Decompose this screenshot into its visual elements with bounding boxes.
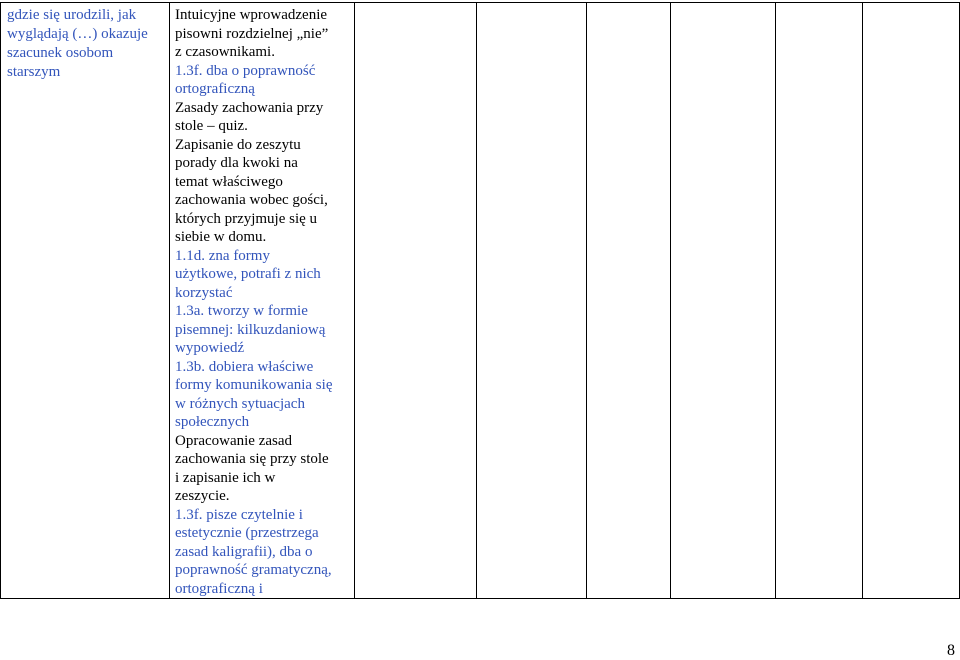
activity-line: siebie w domu. <box>175 229 267 245</box>
activity-line: zachowania wobec gości, <box>175 192 328 208</box>
requirement-line: 1.3f. pisze czytelnie i <box>175 506 303 523</box>
goal-line: gdzie się urodzili, jak <box>7 7 137 23</box>
requirement-line: w różnych sytuacjach <box>175 395 305 412</box>
requirement-line: 1.1d. zna formy <box>175 247 270 264</box>
activity-line: z czasownikami. <box>175 44 275 60</box>
requirement-line: ortograficzną i <box>175 580 263 597</box>
activity-line: i zapisanie ich w <box>175 469 276 486</box>
activity-line: pisowni rozdzielnej „nie” <box>175 25 329 42</box>
page-number: 8 <box>947 642 955 659</box>
activity-line: Zasady zachowania przy <box>175 99 324 116</box>
requirement-line: estetycznie (przestrzega <box>175 525 319 541</box>
requirement-line: ortograficzną <box>175 81 255 97</box>
activity-line: Opracowanie zasad <box>175 432 293 449</box>
requirement-line: wypowiedź <box>175 340 245 356</box>
requirement-line: poprawność gramatyczną, <box>175 562 332 578</box>
cell-empty-6 <box>671 3 776 599</box>
requirement-line: 1.3b. dobiera właściwe <box>175 358 314 375</box>
cell-empty-8 <box>863 3 960 599</box>
activity-line: temat właściwego <box>175 173 283 190</box>
cell-empty-7 <box>776 3 863 599</box>
requirement-line: zasad kaligrafii), dba o <box>175 543 313 560</box>
cell-activities <box>170 3 355 599</box>
goal-line: starszym <box>7 64 61 80</box>
cell-empty-5 <box>587 3 671 599</box>
cell-goals <box>1 3 170 599</box>
cell-empty-4 <box>477 3 587 599</box>
activity-line: których przyjmuje się u <box>175 210 318 227</box>
activity-line: zeszycie. <box>175 488 230 504</box>
activity-line: zachowania się przy stole <box>175 451 329 467</box>
activity-line: Zapisanie do zeszytu <box>175 136 301 153</box>
requirement-line: 1.3a. tworzy w formie <box>175 303 308 319</box>
activity-line: Intuicyjne wprowadzenie <box>175 7 328 23</box>
requirement-line: pisemnej: kilkuzdaniową <box>175 321 326 338</box>
requirement-line: użytkowe, potrafi z nich <box>175 266 321 282</box>
requirement-line: 1.3f. dba o poprawność <box>175 62 316 79</box>
activity-line: porady dla kwoki na <box>175 155 298 171</box>
goal-line: wyglądają (…) okazuje <box>7 26 148 42</box>
requirement-line: formy komunikowania się <box>175 377 333 393</box>
goal-line: szacunek osobom <box>7 45 114 61</box>
table-row <box>1 3 960 599</box>
requirement-line: korzystać <box>175 284 233 301</box>
curriculum-table <box>0 2 960 599</box>
cell-activities-text <box>175 6 349 598</box>
cell-empty-3 <box>355 3 477 599</box>
cell-goals-text <box>6 6 164 82</box>
requirement-line: społecznych <box>175 414 250 430</box>
activity-line: stole – quiz. <box>175 118 248 134</box>
